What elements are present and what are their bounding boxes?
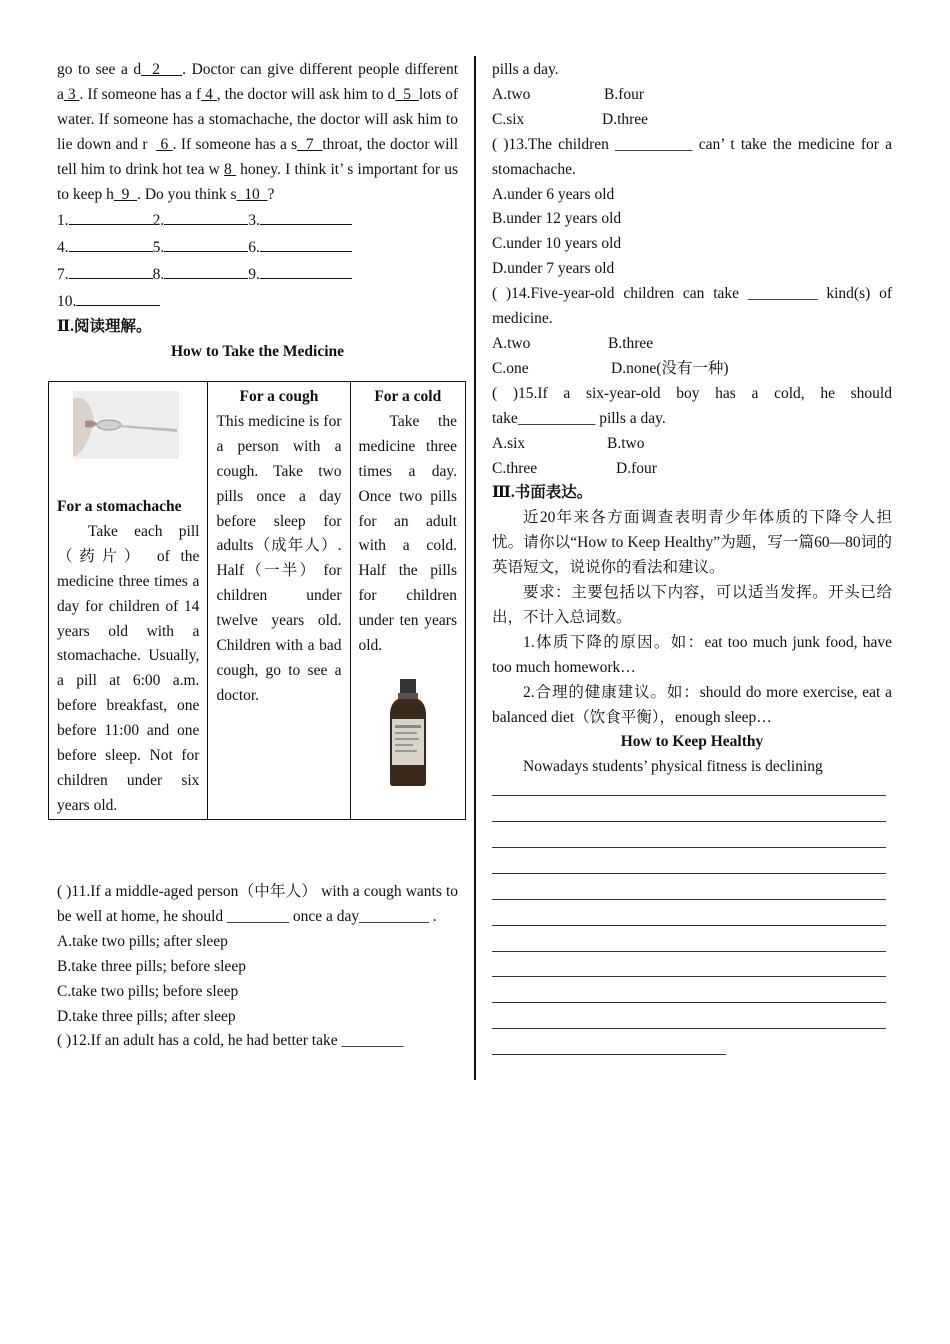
answer-row-3: 7. 8. 9.: [57, 261, 458, 288]
writing-title: How to Keep Healthy: [620, 733, 764, 751]
blank-6: 6: [160, 135, 169, 153]
q13-option-c[interactable]: C.under 10 years old: [492, 235, 622, 253]
blank-5: 5: [403, 85, 411, 103]
q12-options-row2: [492, 108, 892, 133]
cold-text: Take the medicine three times a day. Once two pills for an adult with a cold. Half the pills for children under ten years old.: [358, 412, 457, 655]
writing-opening: Nowadays students’ physical fitness is declining: [523, 758, 823, 776]
q13-option-b[interactable]: B.under 12 years old: [492, 210, 622, 228]
q13-option-a[interactable]: A.under 6 years old: [492, 185, 615, 203]
cold-title: For a cold: [374, 388, 442, 405]
answer-blank-2[interactable]: [164, 207, 248, 225]
cough-text: This medicine is for a person with a cough. Take two pills once a day before sleep for adults（成年人）. Half（一半） for children under twelve years old. Children with a bad cough, go to see a doctor.: [216, 412, 342, 704]
q12-stem: ( )12.If an adult has a cold, he had better take ________: [57, 1032, 404, 1050]
blank-10: 10: [244, 185, 260, 203]
q13-option-d[interactable]: D.under 7 years old: [492, 260, 615, 278]
section2-heading: Ⅱ.阅读理解。: [57, 318, 152, 336]
writing-requirements: 要求：主要包括以下内容，可以适当发挥。开头已给出，不计入总词数。: [492, 584, 892, 626]
answer-row-2: 4. 5. 6.: [57, 234, 458, 261]
answer-blank-5[interactable]: [164, 234, 248, 252]
blank-7: 7: [305, 135, 314, 153]
cloze-passage: go to see a d 2 . Doctor can give different people different a 3 . If someone has a f 4 , the doctor will ask him to d 5 lots of water. If someone has a stomachache, the doctor will ask him to lie down and r 6 . If someone has a s 7 throat, the doctor will tell him to drink hot tea w 8 honey. I think it’ s important for us to keep h 9 . Do you think s 10 ?: [57, 61, 459, 203]
writing-point-2: 2.合理的健康建议。如：should do more exercise, eat a balanced diet（饮食平衡），enough sleep…: [492, 683, 892, 726]
q12-option-c[interactable]: C.six: [492, 110, 525, 128]
q11-stem: ( )11.If a middle-aged person（中年人） with a cough wants to be well at home, he should ________ once a day_________ .: [57, 883, 458, 925]
blank-9: 9: [121, 185, 130, 203]
q11-option-d[interactable]: D.take three pills; after sleep: [57, 1007, 236, 1025]
left-column: [57, 58, 458, 365]
q15-options-row1: [492, 432, 892, 457]
answer-row-1: 1. 2. 3.: [57, 207, 458, 234]
q15-options-row2: [492, 457, 892, 482]
q14-option-c[interactable]: C.one: [492, 359, 529, 377]
q12-stem-cont: pills a day.: [492, 61, 559, 78]
q11-option-b[interactable]: B.take three pills; before sleep: [57, 957, 246, 975]
q13-stem: ( )13.The children __________ can’ t take the medicine for a stomachache.: [492, 135, 892, 178]
answer-blank-7[interactable]: [69, 261, 153, 279]
q15-option-a[interactable]: A.six: [492, 434, 526, 452]
writing-point-1: 1.体质下降的原因。如：eat too much junk food, have too much homework…: [492, 633, 892, 676]
blank-4: 4: [205, 85, 213, 103]
section3-heading: Ⅲ.书面表达。: [492, 484, 593, 502]
answer-blank-8[interactable]: [164, 261, 248, 279]
writing-intro: 近20年来各方面调查表明青少年体质的下降令人担忧。请你以“How to Keep Healthy”为题，写一篇60—80词的英语短文，说说你的看法和建议。: [492, 509, 892, 577]
cough-title: For a cough: [239, 388, 319, 405]
medicine-table: [48, 381, 466, 820]
answer-row-4: 10.: [57, 288, 458, 315]
q12-option-d[interactable]: D.three: [602, 110, 649, 128]
spoon-photo: [73, 391, 179, 459]
cough-cell: [208, 382, 350, 820]
blank-8: 8: [224, 160, 232, 178]
q15-stem: ( )15.If a six-year-old boy has a cold, he should take__________ pills a day.: [492, 384, 892, 427]
q14-option-a[interactable]: A.two: [492, 334, 531, 352]
q15-option-d[interactable]: D.four: [616, 459, 657, 477]
q15-option-c[interactable]: C.three: [492, 459, 538, 477]
q14-options-row2: [492, 357, 892, 382]
q11-option-a[interactable]: A.take two pills; after sleep: [57, 932, 228, 950]
answer-blank-1[interactable]: [69, 207, 153, 225]
reading-title: How to Take the Medicine: [170, 342, 345, 360]
stomach-title: For a stomachache: [57, 498, 182, 515]
q14-option-b[interactable]: B.three: [608, 334, 654, 352]
column-divider: [474, 56, 476, 1080]
left-questions: [57, 880, 458, 1054]
answer-blank-9[interactable]: [260, 261, 352, 279]
answer-blank-3[interactable]: [260, 207, 352, 225]
cold-cell: [350, 382, 466, 820]
stomach-text: Take each pill（药片） of the medicine three times a day for children of 14 years old with a stomachache. Usually, a pill at 6:00 a.m. before breakfast, one before 11:00 and one before sleep. Not for children under six years old.: [57, 522, 200, 814]
medicine-bottle-photo: [387, 679, 429, 787]
q12-option-a[interactable]: A.two: [492, 85, 531, 103]
answer-blank-4[interactable]: [69, 234, 153, 252]
answer-blank-6[interactable]: [260, 234, 352, 252]
stomach-cell: [49, 382, 208, 820]
q15-option-b[interactable]: B.two: [607, 434, 645, 452]
blank-2: 2: [152, 61, 160, 78]
right-column: [492, 58, 892, 1055]
blank-3: 3: [67, 85, 76, 103]
q12-option-b[interactable]: B.four: [604, 85, 645, 103]
q11-option-c[interactable]: C.take two pills; before sleep: [57, 982, 239, 1000]
answer-blank-10[interactable]: [76, 288, 160, 306]
q14-stem: ( )14.Five-year-old children can take _________ kind(s) of medicine.: [492, 285, 892, 328]
q14-option-d[interactable]: D.none(没有一种): [611, 359, 729, 377]
q14-options-row1: [492, 332, 892, 357]
writing-lines[interactable]: [492, 770, 886, 1055]
q12-options-row1: [492, 83, 892, 108]
